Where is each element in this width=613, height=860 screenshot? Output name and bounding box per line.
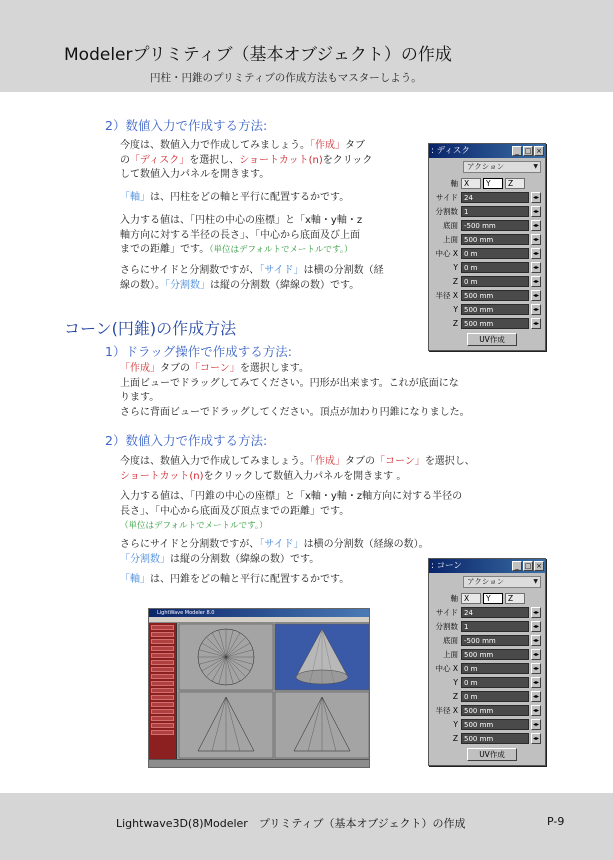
text-run: タブの <box>345 456 375 467</box>
text-run: は縦の分割数（緯線の数）です。 <box>210 279 360 291</box>
viewport-back <box>179 692 273 758</box>
keyword-create-tab: 「作成」 <box>310 456 345 467</box>
minimize-icon[interactable]: _ <box>512 146 522 156</box>
cone-field-list <box>433 605 541 745</box>
field-row <box>433 619 541 633</box>
disc-paragraph-1 <box>120 139 372 183</box>
section-disc-heading: 2）数値入力で作成する方法: <box>105 118 268 133</box>
keyword-axis: 「軸」 <box>120 574 150 585</box>
field-label: Z <box>452 318 458 328</box>
keyword-create-tab: 「作成」 <box>120 363 160 374</box>
action-dropdown-value: アクション <box>467 577 505 586</box>
field-label: 底面 <box>443 220 458 230</box>
text-run: タブの <box>160 363 190 374</box>
text-run: して数値入力パネルを開きます。 <box>120 169 270 180</box>
field-input[interactable]: 1 <box>461 621 529 632</box>
spinner-arrows-icon[interactable]: ◂▸ <box>532 263 540 271</box>
screenshot-titlebar: LightWave Modeler 8.0 <box>149 609 369 617</box>
field-input[interactable]: 500 mm <box>461 290 529 301</box>
spinner-arrows-icon[interactable]: ◂▸ <box>532 193 540 201</box>
screenshot-statusbar <box>149 759 370 767</box>
axis-row <box>433 591 541 605</box>
text-line: 入力する値は、「円錐の中心の座標」と「x軸・y軸・z軸方向に対する半径の <box>120 491 463 502</box>
keyword-side: 「サイド」 <box>259 539 304 550</box>
disc-paragraph-2 <box>120 191 349 206</box>
disc-field-list <box>433 190 541 330</box>
axis-z-option[interactable]: Z <box>505 593 525 604</box>
field-row <box>433 246 541 260</box>
field-row <box>433 302 541 316</box>
field-label: Z <box>452 733 458 743</box>
text-run: を選択します。 <box>239 363 310 374</box>
viewport-side <box>275 692 369 758</box>
cone-paragraph-3 <box>120 538 429 567</box>
field-label: 中心 X <box>435 248 458 258</box>
keyword-create-tab: 「作成」 <box>310 140 345 151</box>
text-run: は縦の分割数（緯線の数）です。 <box>170 553 320 565</box>
field-label: Y <box>453 677 458 687</box>
axis-row <box>433 176 541 190</box>
field-row <box>433 204 541 218</box>
text-run: は横の分割数（経線の数）。 <box>303 539 429 550</box>
spinner-arrows-icon[interactable]: ◂▸ <box>532 678 540 686</box>
axis-x-option[interactable]: X <box>461 178 481 189</box>
field-input[interactable]: 500 mm <box>461 705 529 716</box>
axis-label: 軸 <box>450 178 458 188</box>
field-input[interactable]: 0 m <box>461 262 529 273</box>
field-row <box>433 190 541 204</box>
minimize-icon[interactable]: _ <box>512 561 522 571</box>
field-label: Y <box>453 262 458 272</box>
viewport-perspective <box>275 624 369 690</box>
maximize-icon[interactable]: □ <box>524 147 532 155</box>
section-cone-heading: コーン(円錐)の作成方法 <box>64 319 237 338</box>
text-run: さらにサイドと分割数ですが、 <box>120 265 260 276</box>
text-run: 今度は、数値入力で作成してみましょう。 <box>120 140 310 151</box>
text-line: 長さ」、「中心から底面及び頂点までの距離」です。 <box>120 505 350 517</box>
keyword-shortcut: ショートカット(n) <box>120 470 204 482</box>
text-run: タブ <box>345 140 365 151</box>
field-row <box>433 316 541 330</box>
field-input[interactable]: 500 mm <box>461 304 529 315</box>
panel-title: : ディスク <box>431 146 470 156</box>
page-number: P-9 <box>547 815 565 828</box>
field-label: Y <box>453 304 458 314</box>
close-icon[interactable]: × <box>534 146 544 156</box>
field-label: 半径 X <box>435 290 458 300</box>
field-input[interactable]: 1 <box>461 206 529 217</box>
field-input[interactable]: 500 mm <box>461 318 529 329</box>
keyword-segments: 「分割数」 <box>120 553 170 565</box>
text-run: をクリック <box>322 154 373 166</box>
cone-paragraph-2 <box>120 490 462 534</box>
field-label: Y <box>453 719 458 729</box>
field-input[interactable]: 24 <box>461 192 529 203</box>
spinner-arrows-icon[interactable]: ◂▸ <box>532 319 540 327</box>
field-input[interactable]: 500 mm <box>461 234 529 245</box>
keyword-cone: 「コーン」 <box>375 456 425 467</box>
field-input[interactable]: 0 m <box>461 248 529 259</box>
keyword-segments: 「分割数」 <box>165 279 210 291</box>
spinner-arrows-icon[interactable]: ◂▸ <box>532 664 540 672</box>
spinner-arrows-icon[interactable]: ◂▸ <box>532 291 540 299</box>
field-input[interactable]: -500 mm <box>461 220 529 231</box>
close-icon[interactable]: × <box>534 561 544 571</box>
page-subtitle: 円柱・円錐のプリミティブの作成方法もマスターしよう。 <box>150 72 422 84</box>
text-run: を選択し、 <box>424 456 475 467</box>
screenshot-viewports <box>178 623 370 761</box>
field-row <box>433 288 541 302</box>
unit-note: （単位はデフォルトでメートルです。） <box>209 245 353 255</box>
field-label: Z <box>452 276 458 286</box>
field-row <box>433 260 541 274</box>
field-row <box>433 703 541 717</box>
axis-x-option[interactable]: X <box>461 593 481 604</box>
field-row <box>433 605 541 619</box>
field-label: サイド <box>436 607 458 617</box>
chevron-down-icon: ▼ <box>533 578 538 585</box>
field-input[interactable]: 0 m <box>461 677 529 688</box>
spinner-arrows-icon[interactable]: ◂▸ <box>532 221 540 229</box>
panel-title: : コーン <box>431 561 462 571</box>
field-label: サイド <box>436 192 458 202</box>
field-label: Z <box>452 691 458 701</box>
spinner-arrows-icon[interactable]: ◂▸ <box>532 249 540 257</box>
header-band <box>0 0 613 92</box>
text-run: は、円錐をどの軸と平行に配置するかです。 <box>150 574 350 585</box>
keyword-cone: 「コーン」 <box>190 363 240 374</box>
field-row <box>433 274 541 288</box>
field-label: 底面 <box>443 635 458 645</box>
uv-create-button[interactable]: UV作成 <box>467 333 517 346</box>
spinner-arrows-icon[interactable]: ◂▸ <box>532 608 540 616</box>
cone-paragraph-1 <box>120 455 475 484</box>
text-line: 軸方向に対する半径の長さ」、「中心から底面及び上面 <box>120 229 360 241</box>
window-controls <box>512 561 544 571</box>
text-run: の <box>120 154 130 166</box>
keyword-side: 「サイド」 <box>259 265 304 276</box>
spinner-arrows-icon[interactable]: ◂▸ <box>532 636 540 644</box>
spinner-arrows-icon[interactable]: ◂▸ <box>532 207 540 215</box>
field-input[interactable]: 0 m <box>461 276 529 287</box>
unit-note: （単位はデフォルトでメートルです。） <box>120 521 268 531</box>
modeler-screenshot <box>148 608 370 768</box>
field-row <box>433 232 541 246</box>
field-row <box>433 661 541 675</box>
footer-title: Lightwave3D(8)Modeler プリミティブ（基本オブジェクト）の作成 <box>116 817 466 830</box>
spinner-arrows-icon[interactable]: ◂▸ <box>532 720 540 728</box>
text-run: までの距離」です。 <box>120 244 210 255</box>
field-input[interactable]: 500 mm <box>461 733 529 744</box>
text-line: さらに背面ビューでドラッグしてください。頂点が加わり円錐になりました。 <box>120 406 470 418</box>
viewport-top <box>179 624 273 690</box>
field-label: 半径 X <box>435 705 458 715</box>
keyword-shortcut: ショートカット(n) <box>239 154 323 166</box>
spinner-arrows-icon[interactable]: ◂▸ <box>532 622 540 630</box>
text-line: 上面ビューでドラッグしてみてください。円形が出来ます。これが底面にな <box>120 377 459 389</box>
text-run: 線の数）。 <box>120 279 165 291</box>
field-label: 上面 <box>443 234 458 244</box>
spinner-arrows-icon[interactable]: ◂▸ <box>532 305 540 313</box>
field-input[interactable]: 0 m <box>461 663 529 674</box>
spinner-arrows-icon[interactable]: ◂▸ <box>532 235 540 243</box>
field-row <box>433 675 541 689</box>
spinner-arrows-icon[interactable]: ◂▸ <box>532 734 540 742</box>
panel-titlebar <box>429 559 545 573</box>
spinner-arrows-icon[interactable]: ◂▸ <box>532 650 540 658</box>
field-row <box>433 218 541 232</box>
text-run: 今度は、数値入力で作成してみましょう。 <box>120 456 310 467</box>
cone-drag-paragraph <box>120 362 470 420</box>
cone-drag-heading: 1）ドラッグ操作で作成する方法: <box>105 344 292 359</box>
text-line: ります。 <box>120 392 160 403</box>
text-run: を選択し、 <box>189 154 240 166</box>
disc-paragraph-3 <box>120 214 362 258</box>
page-title: Modelerプリミティブ（基本オブジェクト）の作成 <box>64 45 452 65</box>
axis-z-option[interactable]: Z <box>505 178 525 189</box>
spinner-arrows-icon[interactable]: ◂▸ <box>532 277 540 285</box>
field-row <box>433 689 541 703</box>
axis-label: 軸 <box>450 593 458 603</box>
cone-paragraph-4 <box>120 573 349 588</box>
field-row <box>433 731 541 745</box>
field-input[interactable]: 500 mm <box>461 719 529 730</box>
field-input[interactable]: 24 <box>461 607 529 618</box>
field-row <box>433 717 541 731</box>
panel-titlebar <box>429 144 545 158</box>
disc-numeric-panel <box>428 143 546 351</box>
field-input[interactable]: 0 m <box>461 691 529 702</box>
cone-numeric-heading: 2）数値入力で作成する方法: <box>105 433 268 448</box>
spinner-arrows-icon[interactable]: ◂▸ <box>532 692 540 700</box>
field-label: 中心 X <box>435 663 458 673</box>
field-label: 上面 <box>443 649 458 659</box>
text-line: 入力する値は、「円柱の中心の座標」と「x軸・y軸・z <box>120 215 363 226</box>
action-dropdown[interactable] <box>463 161 541 173</box>
text-run: は、円柱をどの軸と平行に配置するかです。 <box>150 192 350 203</box>
maximize-icon[interactable]: □ <box>524 562 532 570</box>
cone-numeric-panel <box>428 558 546 766</box>
field-row <box>433 647 541 661</box>
action-dropdown[interactable] <box>463 576 541 588</box>
screenshot-toolbar <box>149 623 177 761</box>
axis-y-option[interactable]: Y <box>483 593 503 604</box>
window-controls <box>512 146 544 156</box>
field-label: 分割数 <box>435 621 458 631</box>
keyword-disc: 「ディスク」 <box>130 154 190 166</box>
field-row <box>433 633 541 647</box>
text-run: をクリックして数値入力パネルを開きます 。 <box>203 470 407 482</box>
text-run: さらにサイドと分割数ですが、 <box>120 539 260 550</box>
disc-paragraph-4 <box>120 264 384 293</box>
uv-create-button[interactable]: UV作成 <box>467 748 517 761</box>
field-input[interactable]: 500 mm <box>461 649 529 660</box>
text-run: は横の分割数（経 <box>303 265 384 276</box>
keyword-axis: 「軸」 <box>120 192 150 203</box>
footer-band <box>0 793 613 860</box>
field-label: 分割数 <box>435 206 458 216</box>
axis-y-option[interactable]: Y <box>483 178 503 189</box>
chevron-down-icon: ▼ <box>533 163 538 170</box>
spinner-arrows-icon[interactable]: ◂▸ <box>532 706 540 714</box>
field-input[interactable]: -500 mm <box>461 635 529 646</box>
action-dropdown-value: アクション <box>467 162 505 171</box>
